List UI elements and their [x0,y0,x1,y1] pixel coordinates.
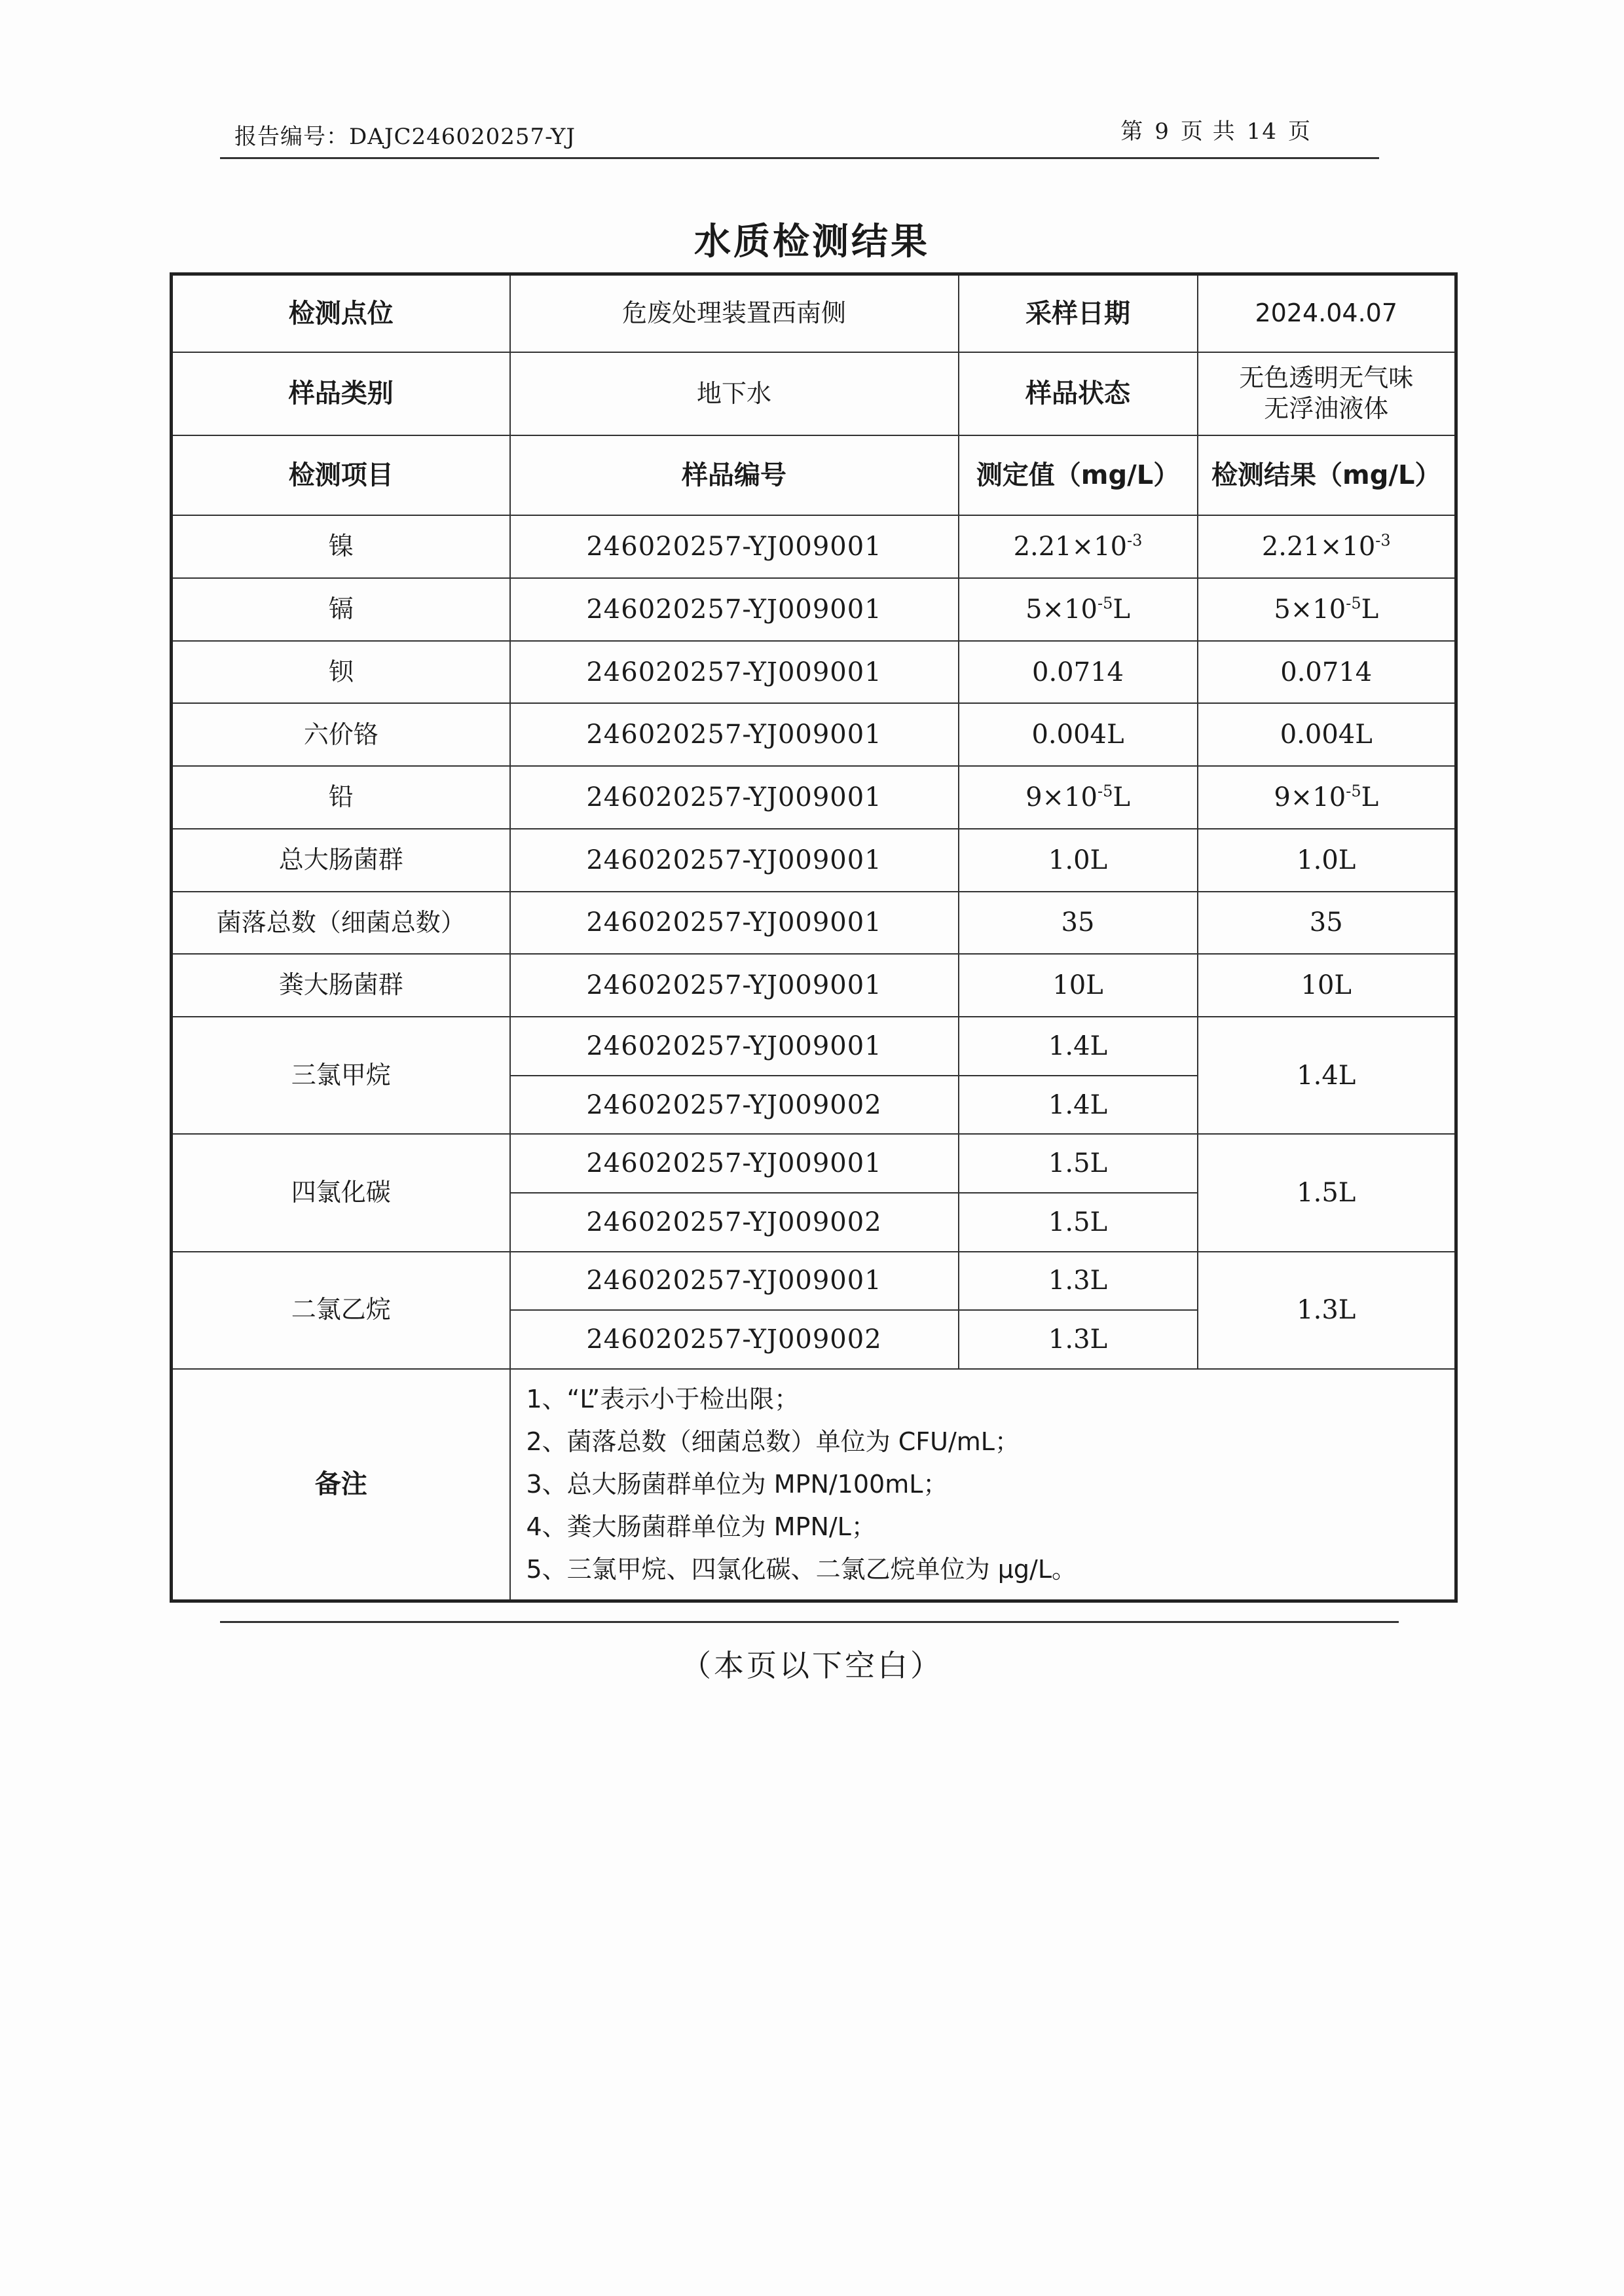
sample-id: 246020257-YJ009001 [510,578,959,641]
item-name: 铅 [172,766,510,829]
item-name: 镍 [172,515,510,578]
table-row [172,1134,1456,1193]
date-label: 采样日期 [959,274,1198,352]
measured-value: 35 [959,892,1198,955]
sample-id: 246020257-YJ009001 [510,1017,959,1076]
state-label: 样品状态 [959,352,1198,435]
note-line: 2、菌落总数（细菌总数）单位为 CFU/mL； [526,1427,1020,1456]
result-value: 1.0L [1198,829,1456,892]
sample-id: 246020257-YJ009001 [510,1134,959,1193]
table-row [172,703,1456,766]
table-row [172,766,1456,829]
table-row [172,578,1456,641]
measured-value: 1.0L [959,829,1198,892]
sample-id: 246020257-YJ009001 [510,515,959,578]
sample-id: 246020257-YJ009001 [510,954,959,1017]
page-current: 9 [1154,118,1170,145]
measured-value: 1.3L [959,1252,1198,1311]
sample-id: 246020257-YJ009001 [510,766,959,829]
site-label: 检测点位 [172,274,510,352]
item-name: 镉 [172,578,510,641]
sample-id: 246020257-YJ009002 [510,1076,959,1135]
result-value: 35 [1198,892,1456,955]
type-label: 样品类别 [172,352,510,435]
column-header-sample-id: 样品编号 [510,435,959,515]
column-header-item: 检测项目 [172,435,510,515]
sample-id: 246020257-YJ009001 [510,641,959,704]
column-header-result: 检测结果（mg/L） [1198,435,1456,515]
result-value: 1.5L [1198,1134,1456,1251]
sample-id: 246020257-YJ009001 [510,1252,959,1311]
item-name: 六价铬 [172,703,510,766]
item-name: 三氯甲烷 [172,1017,510,1134]
info-row-type [172,352,1456,435]
note-line: 5、三氯甲烷、四氯化碳、二氯乙烷单位为 μg/L。 [526,1554,1077,1584]
notes-content [510,1369,1456,1601]
result-value: $9\times 10^{-5}L$ [1198,766,1456,829]
sample-id: 246020257-YJ009001 [510,892,959,955]
state-value: 无色透明无气味 无浮油液体 [1198,352,1456,435]
table-row [172,1252,1456,1311]
measured-value: 0.004L [959,703,1198,766]
type-value: 地下水 [510,352,959,435]
notes-row [172,1369,1456,1601]
info-row-site [172,274,1456,352]
sample-id: 246020257-YJ009002 [510,1193,959,1252]
measured-value: 1.4L [959,1017,1198,1076]
site-value: 危废处理装置西南侧 [510,274,959,352]
sample-id: 246020257-YJ009002 [510,1310,959,1369]
measured-value: 1.5L [959,1193,1198,1252]
result-value: 10L [1198,954,1456,1017]
measured-value: 10L [959,954,1198,1017]
table-row [172,892,1456,955]
item-name: 粪大肠菌群 [172,954,510,1017]
blank-page-note: （本页以下空白） [681,1648,943,1683]
bottom-divider [220,1621,1399,1623]
result-value: 0.0714 [1198,641,1456,704]
item-name: 四氯化碳 [172,1134,510,1251]
measured-value: 1.4L [959,1076,1198,1135]
water-quality-results-table [170,272,1458,1603]
result-value: $5\times 10^{-5}L$ [1198,578,1456,641]
result-value: $2.21\times 10^{-3}$ [1198,515,1456,578]
result-value: 1.3L [1198,1252,1456,1369]
measured-value: 1.3L [959,1310,1198,1369]
page-total: 14 [1246,118,1278,145]
note-line: 3、总大肠菌群单位为 MPN/100mL； [526,1469,948,1499]
item-name: 钡 [172,641,510,704]
page-indicator: 第 9 页 共 14 页 [1120,118,1312,145]
measured-value: 0.0714 [959,641,1198,704]
sample-id: 246020257-YJ009001 [510,829,959,892]
note-line: 4、粪大肠菌群单位为 MPN/L； [526,1512,876,1541]
report-number: 报告编号：DAJC246020257-YJ [234,124,576,150]
sample-id: 246020257-YJ009001 [510,703,959,766]
note-line: 1、“L”表示小于检出限； [526,1384,800,1413]
measured-value: $9\times 10^{-5}L$ [959,766,1198,829]
result-value: 1.4L [1198,1017,1456,1134]
table-row [172,954,1456,1017]
measured-value: $5\times 10^{-5}L$ [959,578,1198,641]
measured-value: $2.21\times 10^{-3}$ [959,515,1198,578]
column-header-measured: 测定值（mg/L） [959,435,1198,515]
notes-label: 备注 [172,1369,510,1601]
measured-value: 1.5L [959,1134,1198,1193]
table-row [172,1017,1456,1076]
result-value: 0.004L [1198,703,1456,766]
item-name: 总大肠菌群 [172,829,510,892]
document-title: 水质检测结果 [694,221,930,263]
table-row [172,515,1456,578]
item-name: 二氯乙烷 [172,1252,510,1369]
item-name: 菌落总数（细菌总数） [172,892,510,955]
page-header [220,110,1379,159]
column-header-row [172,435,1456,515]
table-row [172,829,1456,892]
date-value: 2024.04.07 [1198,274,1456,352]
table-row [172,641,1456,704]
